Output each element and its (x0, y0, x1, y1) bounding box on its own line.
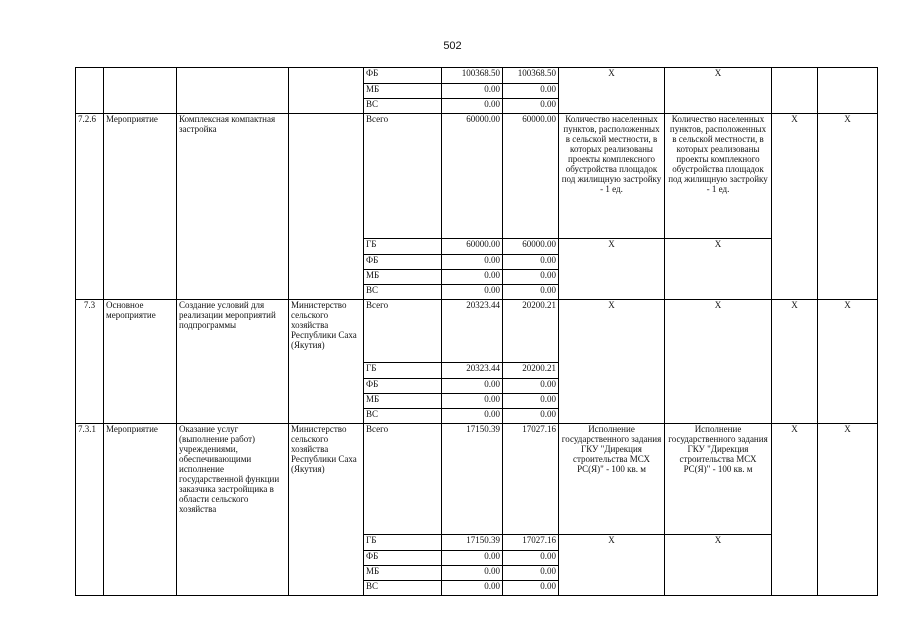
indicator-fact-cell: Х (665, 68, 772, 114)
value-fact-cell: 17027.16 (503, 424, 559, 535)
source-cell: ФБ (364, 551, 442, 566)
indicator-plan-cell: Х (559, 300, 665, 424)
value-plan-cell: 0.00 (442, 270, 503, 285)
source-cell: ФБ (364, 68, 442, 84)
value-fact-cell: 0.00 (503, 285, 559, 300)
mark-cell: Х (772, 114, 818, 300)
value-plan-cell: 20323.44 (442, 300, 503, 363)
value-plan-cell: 60000.00 (442, 239, 503, 255)
source-cell: ФБ (364, 255, 442, 270)
source-cell: ГБ (364, 239, 442, 255)
page-number: 502 (443, 40, 462, 52)
program-activities-table (75, 67, 878, 596)
table-row (76, 68, 878, 84)
value-plan-cell: 0.00 (442, 394, 503, 409)
source-cell: МБ (364, 394, 442, 409)
source-cell: МБ (364, 566, 442, 581)
executor-cell: Министерство сельского хозяйства Республики Саха (Якутия) (289, 300, 364, 424)
source-cell: ВС (364, 99, 442, 114)
source-cell: Всего (364, 424, 442, 535)
code-cell: 7.3.1 (76, 424, 104, 596)
indicator-plan-cell: Х (559, 535, 665, 596)
value-fact-cell: 0.00 (503, 409, 559, 424)
value-fact-cell: 0.00 (503, 394, 559, 409)
value-plan-cell: 100368.50 (442, 68, 503, 84)
value-plan-cell: 0.00 (442, 255, 503, 270)
value-plan-cell: 0.00 (442, 409, 503, 424)
indicator-fact-cell: Х (665, 535, 772, 596)
type-cell (104, 68, 177, 114)
value-plan-cell: 0.00 (442, 285, 503, 300)
type-cell: Основное мероприятие (104, 300, 177, 424)
value-fact-cell: 20200.21 (503, 300, 559, 363)
source-cell: ВС (364, 285, 442, 300)
source-cell: ВС (364, 409, 442, 424)
value-plan-cell: 0.00 (442, 99, 503, 114)
value-plan-cell: 20323.44 (442, 363, 503, 379)
mark-cell (818, 68, 878, 114)
name-cell (177, 68, 289, 114)
name-cell: Оказание услуг (выполнение работ) учреждениями, обеспечивающими исполнение государственной функции заказчика застройщика в области сельского хозяйства (177, 424, 289, 596)
value-plan-cell: 60000.00 (442, 114, 503, 239)
indicator-plan-cell: Исполнение государственного задания ГКУ "Дирекция строительства МСХ РС(Я)" - 100 кв. м (559, 424, 665, 535)
value-fact-cell: 0.00 (503, 270, 559, 285)
source-cell: МБ (364, 84, 442, 99)
value-fact-cell: 0.00 (503, 581, 559, 596)
table-row (76, 300, 878, 363)
source-cell: Всего (364, 114, 442, 239)
value-fact-cell: 0.00 (503, 566, 559, 581)
type-cell: Мероприятие (104, 114, 177, 300)
value-fact-cell: 60000.00 (503, 239, 559, 255)
source-cell: Всего (364, 300, 442, 363)
indicator-plan-cell: Х (559, 68, 665, 114)
executor-cell (289, 114, 364, 300)
source-cell: МБ (364, 270, 442, 285)
code-cell: 7.2.6 (76, 114, 104, 300)
value-fact-cell: 0.00 (503, 551, 559, 566)
source-cell: ГБ (364, 363, 442, 379)
mark-cell: Х (818, 424, 878, 596)
value-fact-cell: 100368.50 (503, 68, 559, 84)
value-fact-cell: 17027.16 (503, 535, 559, 551)
code-cell: 7.3 (76, 300, 104, 424)
indicator-fact-cell: Х (665, 300, 772, 424)
indicator-plan-cell: Х (559, 239, 665, 300)
value-plan-cell: 17150.39 (442, 535, 503, 551)
source-cell: ВС (364, 581, 442, 596)
mark-cell: Х (818, 300, 878, 424)
mark-cell: Х (818, 114, 878, 300)
indicator-fact-cell: Исполнение государственного задания ГКУ "Дирекция строительства МСХ РС(Я)" - 100 кв. м (665, 424, 772, 535)
value-plan-cell: 0.00 (442, 551, 503, 566)
code-cell (76, 68, 104, 114)
value-fact-cell: 0.00 (503, 379, 559, 394)
source-cell: ГБ (364, 535, 442, 551)
indicator-fact-cell: Количество населенных пунктов, расположенных в сельской местности, в которых реализованы проекты комплекного обустройства площадок под жилищную застройку - 1 ед. (665, 114, 772, 239)
name-cell: Создание условий для реализации мероприятий подпрограммы (177, 300, 289, 424)
type-cell: Мероприятие (104, 424, 177, 596)
indicator-plan-cell: Количество населенных пунктов, расположенных в сельской местности, в которых реализованы проекты комплексного обустройства площадок под жилищную застройку - 1 ед. (559, 114, 665, 239)
name-cell: Комплексная компактная застройка (177, 114, 289, 300)
value-plan-cell: 0.00 (442, 581, 503, 596)
value-fact-cell: 0.00 (503, 99, 559, 114)
value-fact-cell: 20200.21 (503, 363, 559, 379)
value-plan-cell: 0.00 (442, 566, 503, 581)
value-fact-cell: 0.00 (503, 84, 559, 99)
value-fact-cell: 0.00 (503, 255, 559, 270)
executor-cell (289, 68, 364, 114)
indicator-fact-cell: Х (665, 239, 772, 300)
executor-cell: Министерство сельского хозяйства Республики Саха (Якутия) (289, 424, 364, 596)
value-fact-cell: 60000.00 (503, 114, 559, 239)
value-plan-cell: 17150.39 (442, 424, 503, 535)
value-plan-cell: 0.00 (442, 379, 503, 394)
mark-cell: Х (772, 424, 818, 596)
mark-cell: Х (772, 300, 818, 424)
mark-cell (772, 68, 818, 114)
value-plan-cell: 0.00 (442, 84, 503, 99)
table-row (76, 424, 878, 535)
source-cell: ФБ (364, 379, 442, 394)
table-row (76, 114, 878, 239)
